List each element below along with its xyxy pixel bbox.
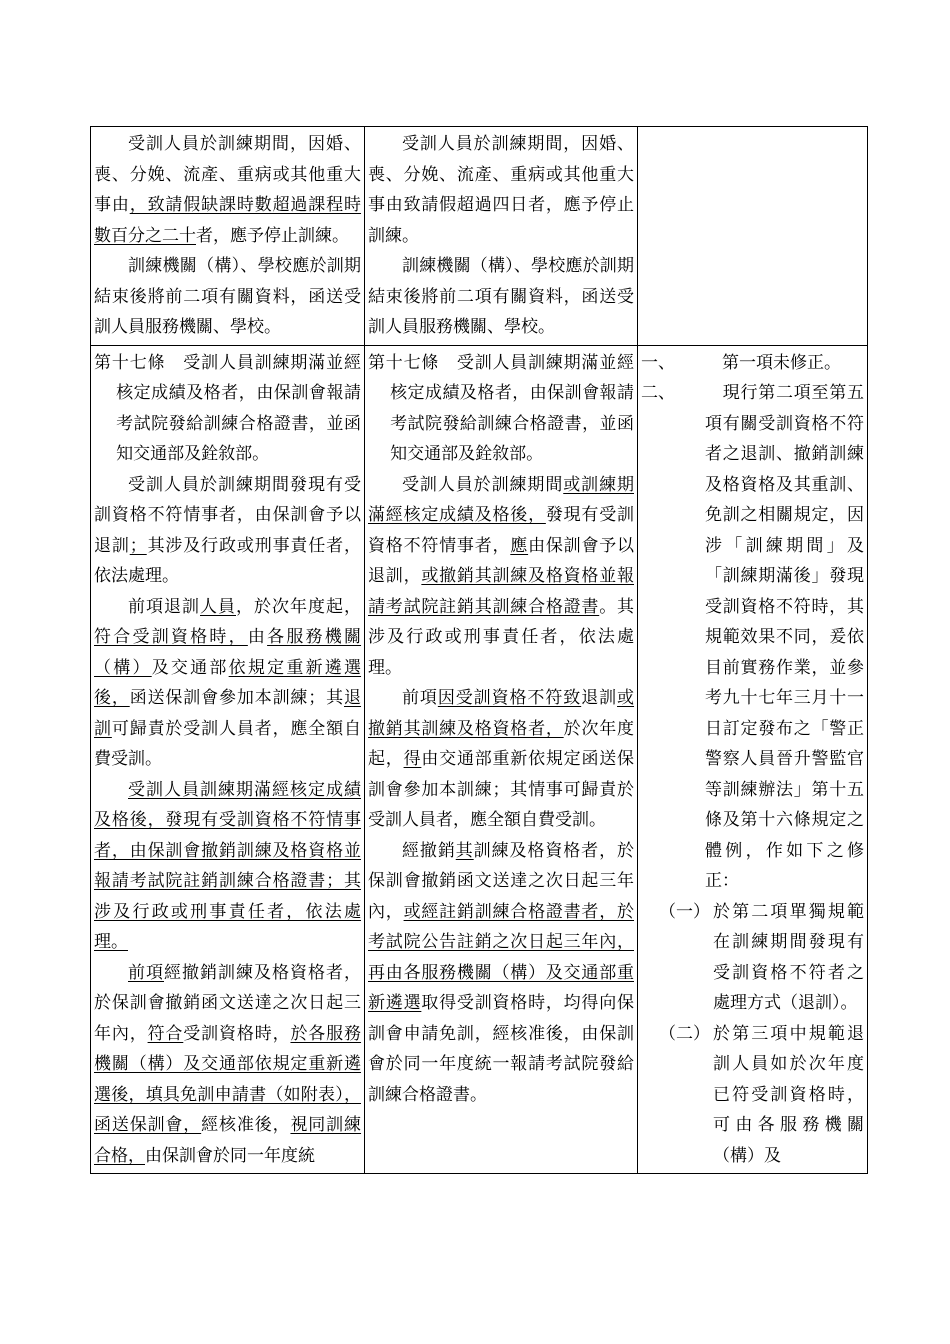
provision-text: 由 [247, 627, 268, 647]
explanation-cell [638, 345, 868, 1174]
provision-text: 訓練及格資格者，於保訓會撤銷函文送達之次日起三年內， [368, 840, 635, 922]
provision-paragraph [368, 129, 634, 251]
explanation-item [641, 348, 864, 379]
provision-text: 訓練機關（構）、學校應於訓期結束後將前二項有關資料，函送受訓人員服務機關、學校。 [368, 256, 634, 337]
amended-text: ； [129, 535, 147, 556]
provision-text: 及交通部 [151, 657, 229, 678]
provision-text: 訓練機關（構）、學校應於訓期結束後將前二項有關資料，函送受訓人員服務機關、學校。 [94, 256, 361, 337]
item-number: 二、 [641, 383, 675, 403]
item-text: 現行第二項至第五項有關受訓資格不符者之退訓、撤銷訓練及格資格及其重訓、免訓之相關規定，因涉「訓練期間」及「訓練期滿後」發現受訓資格不符時，其規範效果不同，爰依目前實務作業，並參考九十七年三月十一日訂定發布之「警正警察人員晉升警監官等訓練辦法」第十五條及第十六條規定之體例，作如下之修正： [705, 383, 864, 891]
provision-paragraph [368, 251, 634, 343]
amended-text: 或經註銷訓練合格證書者，於考試院公告註銷之次日起三年內，再由各服務機關（構）及交通部重新遴選 [368, 901, 635, 1013]
amended-text: 或撤銷其訓練及格資格並報請考試院註銷其訓練合格證書 [368, 566, 635, 617]
provision-paragraph [94, 470, 361, 592]
provision-text: ，於次年度起， [236, 596, 361, 617]
provision-text: 受訓人員於訓練期間，因婚、喪、分娩、流產、重病或其他重大事由 [94, 134, 361, 215]
provision-text: 受訓人員於訓練期間 [402, 474, 564, 495]
explanation-subitem [659, 897, 864, 1019]
explanation-cell [638, 127, 868, 346]
provision-paragraph [94, 958, 361, 1172]
amended-text: 前項 [128, 962, 164, 983]
amended-text: 符合 [147, 1023, 184, 1044]
article-heading-paragraph [94, 348, 361, 470]
table-row [91, 127, 868, 346]
provision-text: 函送保訓會參加本訓練；其 [129, 688, 345, 708]
article-heading-paragraph [368, 348, 634, 470]
provision-text: 。其涉及行政或刑事責任者，依法處理。 [368, 596, 635, 678]
amended-text: 退訓 [94, 688, 362, 739]
item-number: 一、 [641, 352, 675, 373]
provision-text: 前項 [402, 688, 438, 708]
explanation-subitem [659, 1019, 864, 1172]
provision-text: 其涉及行政或刑事責任者，依法處理。 [94, 535, 362, 586]
provision-text: 者，應予停止訓練。 [196, 225, 349, 246]
amended-text: ，致請假缺課時數超過課程時數百分之二十 [94, 195, 362, 246]
provision-text: 受訓人員於訓練期間，因婚、喪、分娩、流產、重病或其他重大事由致請假超過四日者，應予停止訓練。 [368, 134, 634, 246]
explanation-subitems [641, 897, 864, 1172]
provision-text: 第十七條 受訓人員訓練期滿並經核定成績及格者，由保訓會報請考試院發給訓練合格證書，並函知交通部及銓敘部。 [368, 352, 634, 464]
amended-text: 視同訓練合格， [94, 1115, 362, 1166]
amended-text: 應 [510, 535, 529, 556]
current-text-cell [365, 127, 638, 346]
provision-paragraph [368, 470, 634, 684]
provision-text: 經撤銷 [402, 840, 456, 861]
subitem-number: （一） [659, 901, 710, 922]
provision-text: 發現有受訓資格不符情事者， [368, 505, 635, 556]
provision-text: 第十七條 受訓人員訓練期滿並經核定成績及格者，由保訓會報請考試院發給訓練合格證書，並函知交通部及銓敘部。 [94, 352, 361, 464]
provision-paragraph [94, 592, 361, 775]
provision-text: 由保訓會予以退訓， [368, 535, 635, 586]
amended-text: 或訓練期滿經核定成績及格後， [368, 474, 634, 525]
amended-text: 因受訓資格不符致 [437, 688, 582, 708]
provision-paragraph [94, 775, 361, 958]
provision-text: 於次年度起， [368, 718, 635, 769]
provision-paragraph [94, 251, 361, 343]
amended-text: 人員 [200, 596, 236, 617]
amended-text: 受訓人員訓練期滿經核定成績及格後，發現有受訓資格不符情事者，由保訓會撤銷訓練及格資格並報請考試院註銷訓練合格證書；其涉及行政或刑事責任者，依法處理。 [94, 779, 361, 952]
provision-text: 由交通部重新依規定函送保訓會參加本訓練；其情事可歸責於受訓人員者，應全額自費受訓。 [368, 749, 635, 830]
provision-text: 退訓 [581, 688, 618, 708]
amended-text: 各服務機關（構） [94, 627, 362, 678]
table-row [91, 345, 868, 1174]
provision-text: 經撤銷訓練及格資格者，於保訓會撤銷函文送達之次日起三年內， [94, 962, 361, 1044]
provision-paragraph [368, 683, 634, 836]
amended-text: 符合受訓資格時， [94, 627, 248, 647]
item-text: 第一項未修正。 [705, 352, 841, 373]
provision-paragraph [368, 836, 634, 1111]
provision-text: 前項退訓 [128, 596, 200, 617]
provision-text: 受訓人員於訓練期間發現有受訓資格不符情事者，由保訓會予以退訓 [94, 474, 361, 556]
provision-text: 由保訓會於同一年度統 [145, 1145, 315, 1166]
provision-paragraph [94, 129, 361, 251]
amended-text: 依規定重新遴選後， [94, 657, 362, 708]
comparison-table [90, 126, 868, 1174]
current-text-cell [365, 345, 638, 1174]
provision-text: 取得受訓資格時，均得向保訓會申請免訓，經核准後，由保訓會於同一年度統一報請考試院發給訓練合格證書。 [368, 993, 635, 1105]
amended-text: 或撤銷其訓練及格資格者， [368, 688, 635, 739]
subitem-number: （二） [659, 1023, 710, 1044]
subitem-text: 於第三項中規範退訓人員如於次年度已符受訓資格時，可由各服務機關（構）及 [713, 1023, 864, 1166]
amended-text: 其 [455, 840, 474, 861]
amended-text: 於各服務機關（構）及交通部依規定重新遴選後，填具免訓申請書（如附表），函送保訓會， [94, 1023, 362, 1135]
explanation-item [641, 378, 864, 897]
explanation-items [641, 348, 864, 897]
subitem-text: 於第二項單獨規範在訓練期間發現有受訓資格不符者之處理方式（退訓）。 [713, 901, 864, 1013]
provision-text: 受訓資格時， [183, 1023, 291, 1044]
provision-text: 經核准後， [201, 1115, 291, 1135]
amended-text-cell [91, 345, 365, 1174]
amended-text-cell [91, 127, 365, 346]
amended-text: 得 [403, 749, 422, 769]
provision-text: 可歸責於受訓人員者，應全額自費受訓。 [94, 718, 362, 769]
